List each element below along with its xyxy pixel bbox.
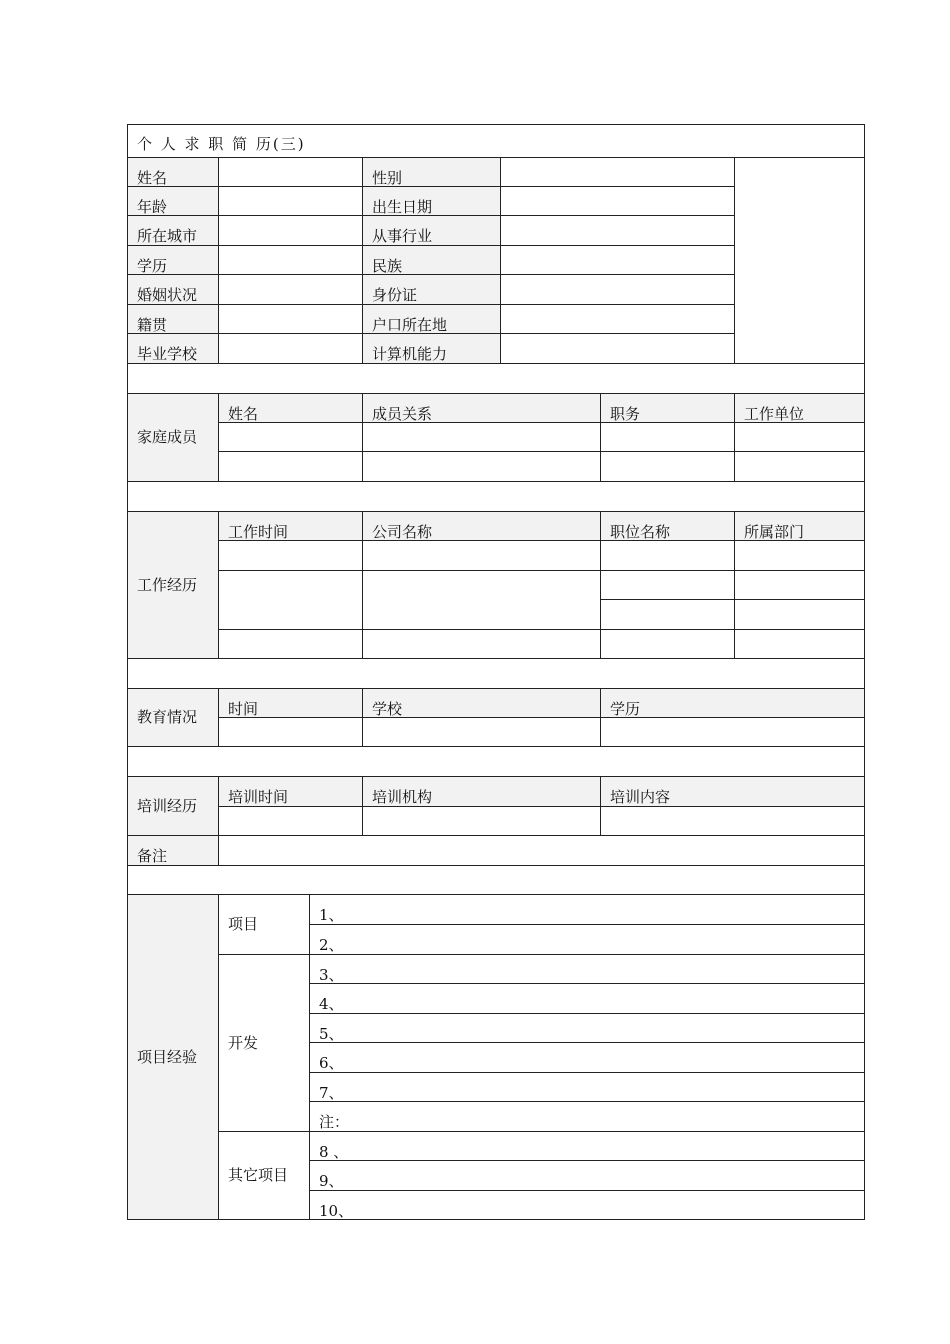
project-line-5[interactable]: 5、	[309, 1013, 865, 1043]
field-birth-date[interactable]	[500, 186, 735, 216]
project-line-6[interactable]: 6、	[309, 1042, 865, 1073]
work-header-title: 职位名称	[600, 511, 735, 541]
label-age: 年龄	[127, 186, 219, 216]
field-industry[interactable]	[500, 215, 735, 246]
family-cell[interactable]	[734, 451, 865, 482]
work-cell[interactable]	[218, 540, 363, 571]
family-cell[interactable]	[362, 422, 601, 452]
work-cell[interactable]	[600, 599, 735, 630]
label-degree: 学历	[127, 245, 219, 275]
work-cell[interactable]	[362, 540, 601, 571]
work-section-label: 工作经历	[127, 511, 219, 659]
label-computer-skill: 计算机能力	[362, 333, 501, 364]
label-hukou: 户口所在地	[362, 304, 501, 334]
project-line-2[interactable]: 2、	[309, 924, 865, 955]
family-header-employer: 工作单位	[734, 393, 865, 423]
field-school[interactable]	[218, 333, 363, 364]
education-cell[interactable]	[218, 717, 363, 747]
photo-box[interactable]	[734, 157, 865, 364]
training-cell[interactable]	[362, 806, 601, 836]
project-line-10[interactable]: 10、	[309, 1190, 865, 1220]
field-marital-status[interactable]	[218, 274, 363, 305]
field-id-card[interactable]	[500, 274, 735, 305]
work-cell[interactable]	[734, 540, 865, 571]
field-computer-skill[interactable]	[500, 333, 735, 364]
project-line-7[interactable]: 7、	[309, 1072, 865, 1102]
work-cell[interactable]	[600, 570, 735, 600]
remarks-label: 备注	[127, 835, 219, 866]
education-header-time: 时间	[218, 688, 363, 718]
spacer-row	[127, 746, 865, 777]
field-degree[interactable]	[218, 245, 363, 275]
training-header-time: 培训时间	[218, 776, 363, 807]
spacer-row	[127, 363, 865, 394]
field-hukou[interactable]	[500, 304, 735, 334]
label-name: 姓名	[127, 157, 219, 187]
work-cell[interactable]	[362, 570, 601, 630]
family-cell[interactable]	[600, 451, 735, 482]
work-header-time: 工作时间	[218, 511, 363, 541]
label-ethnicity: 民族	[362, 245, 501, 275]
field-gender[interactable]	[500, 157, 735, 187]
project-line-3[interactable]: 3、	[309, 954, 865, 984]
work-cell[interactable]	[734, 629, 865, 659]
education-cell[interactable]	[600, 717, 865, 747]
spacer-row	[127, 481, 865, 512]
training-cell[interactable]	[218, 806, 363, 836]
education-header-degree: 学历	[600, 688, 865, 718]
family-cell[interactable]	[600, 422, 735, 452]
work-cell[interactable]	[600, 540, 735, 571]
project-line-8[interactable]: 8 、	[309, 1131, 865, 1161]
education-section-label: 教育情况	[127, 688, 219, 747]
family-header-relation: 成员关系	[362, 393, 601, 423]
work-cell[interactable]	[734, 570, 865, 600]
spacer-row	[127, 865, 865, 895]
project-line-1[interactable]: 1、	[309, 894, 865, 925]
family-section-label: 家庭成员	[127, 393, 219, 482]
education-cell[interactable]	[362, 717, 601, 747]
other-projects-group-label: 其它项目	[218, 1131, 310, 1220]
label-native-place: 籍贯	[127, 304, 219, 334]
project-note-line[interactable]: 注：	[309, 1101, 865, 1132]
spacer-row	[127, 658, 865, 689]
label-birth-date: 出生日期	[362, 186, 501, 216]
training-cell[interactable]	[600, 806, 865, 836]
work-cell[interactable]	[362, 629, 601, 659]
label-marital-status: 婚姻状况	[127, 274, 219, 305]
family-header-position: 职务	[600, 393, 735, 423]
project-line-4[interactable]: 4、	[309, 983, 865, 1014]
family-cell[interactable]	[218, 422, 363, 452]
label-gender: 性别	[362, 157, 501, 187]
family-cell[interactable]	[734, 422, 865, 452]
work-cell[interactable]	[218, 570, 363, 630]
training-section-label: 培训经历	[127, 776, 219, 836]
project-group-label: 项目	[218, 894, 310, 955]
label-school: 毕业学校	[127, 333, 219, 364]
field-age[interactable]	[218, 186, 363, 216]
work-cell[interactable]	[734, 599, 865, 630]
work-cell[interactable]	[218, 629, 363, 659]
form-title: 个 人 求 职 简 历(三)	[127, 124, 865, 158]
field-name[interactable]	[218, 157, 363, 187]
remarks-field[interactable]	[218, 835, 865, 866]
field-city[interactable]	[218, 215, 363, 246]
projects-section-label: 项目经验	[127, 894, 219, 1220]
label-city: 所在城市	[127, 215, 219, 246]
label-industry: 从事行业	[362, 215, 501, 246]
field-native-place[interactable]	[218, 304, 363, 334]
training-header-institution: 培训机构	[362, 776, 601, 807]
label-id-card: 身份证	[362, 274, 501, 305]
training-header-content: 培训内容	[600, 776, 865, 807]
field-ethnicity[interactable]	[500, 245, 735, 275]
family-cell[interactable]	[218, 451, 363, 482]
work-header-company: 公司名称	[362, 511, 601, 541]
education-header-school: 学校	[362, 688, 601, 718]
family-cell[interactable]	[362, 451, 601, 482]
project-line-9[interactable]: 9、	[309, 1160, 865, 1191]
work-header-department: 所属部门	[734, 511, 865, 541]
development-group-label: 开发	[218, 954, 310, 1132]
family-header-name: 姓名	[218, 393, 363, 423]
work-cell[interactable]	[600, 629, 735, 659]
